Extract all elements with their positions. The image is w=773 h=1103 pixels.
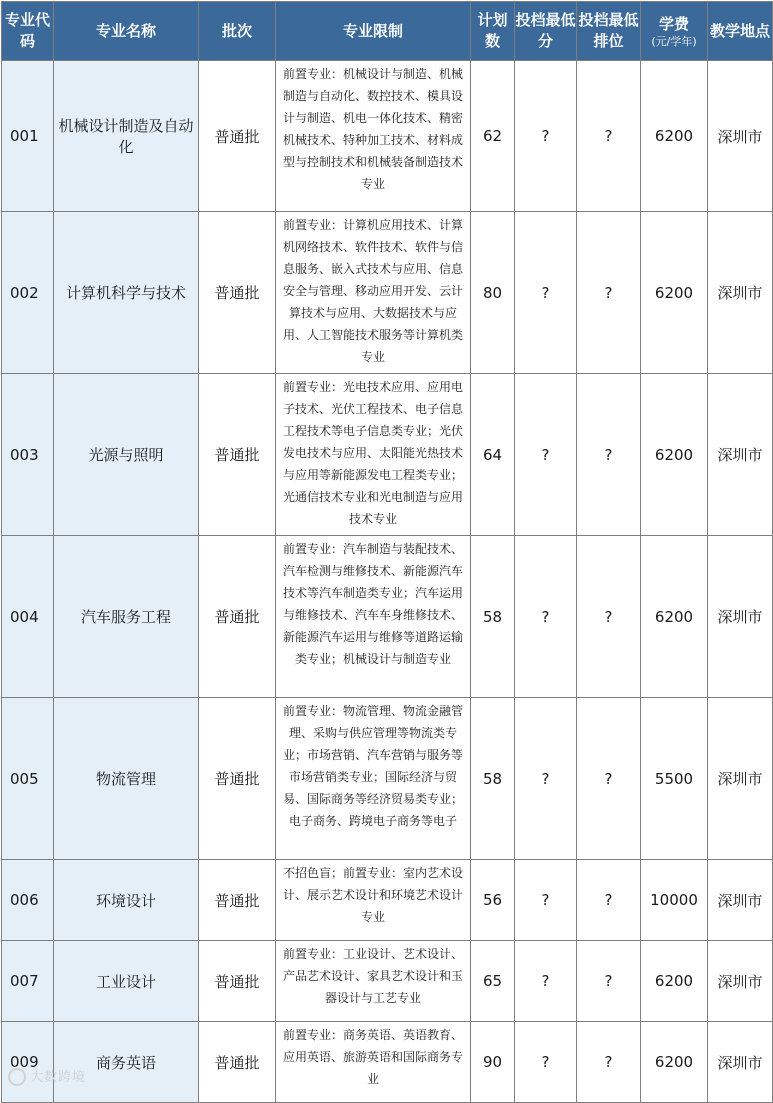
major-code: 009 [2, 1022, 54, 1103]
min-rank-cell: ? [577, 1022, 641, 1103]
major-name: 商务英语 [54, 1022, 199, 1103]
location-cell: 深圳市 [708, 536, 773, 698]
table-row [2, 61, 773, 212]
major-code: 007 [2, 941, 54, 1022]
batch-cell: 普通批 [199, 212, 276, 374]
header-limit: 专业限制 [276, 2, 471, 61]
major-code: 003 [2, 374, 54, 536]
min-score-cell: ? [515, 860, 577, 941]
header-plan: 计划数 [471, 2, 515, 61]
fee-cell: 6200 [641, 536, 708, 698]
min-score-cell: ? [515, 536, 577, 698]
major-code: 002 [2, 212, 54, 374]
location-cell: 深圳市 [708, 212, 773, 374]
header-name: 专业名称 [54, 2, 199, 61]
min-score-cell: ? [515, 61, 577, 212]
batch-cell: 普通批 [199, 61, 276, 212]
major-code: 005 [2, 698, 54, 860]
major-name: 环境设计 [54, 860, 199, 941]
table-row [2, 374, 773, 536]
plan-cell: 56 [471, 860, 515, 941]
major-name: 物流管理 [54, 698, 199, 860]
min-score-cell: ? [515, 698, 577, 860]
admission-table [1, 1, 773, 1103]
min-rank-cell: ? [577, 860, 641, 941]
batch-cell: 普通批 [199, 698, 276, 860]
min-score-cell: ? [515, 941, 577, 1022]
limit-text: 前置专业：汽车制造与装配技术、汽车检测与维修技术、新能源汽车技术等汽车制造类专业；汽车运用与维修技术、汽车车身维修技术、新能源汽车运用与维修等道路运输类专业；机械设计与制造专业 [282, 542, 463, 666]
major-code: 001 [2, 61, 54, 212]
major-name: 计算机科学与技术 [54, 212, 199, 374]
limit-cell [276, 941, 471, 1022]
limit-cell [276, 860, 471, 941]
major-code: 004 [2, 536, 54, 698]
header-code: 专业代码 [2, 2, 54, 61]
limit-text: 前置专业：光电技术应用、应用电子技术、光伏工程技术、电子信息工程技术等电子信息类专业；光伏发电技术与应用、太阳能光热技术与应用等新能源发电工程类专业；光通信技术专业和光电制造与应用技术专业 [282, 380, 463, 526]
plan-cell: 62 [471, 61, 515, 212]
limit-cell [276, 698, 471, 860]
header-location: 教学地点 [708, 2, 773, 61]
major-name: 工业设计 [54, 941, 199, 1022]
limit-cell [276, 536, 471, 698]
table-row [2, 941, 773, 1022]
limit-text: 前置专业：计算机应用技术、计算机网络技术、软件技术、软件与信息服务、嵌入式技术与应用、信息安全与管理、移动应用开发、云计算技术与应用、大数据技术与应用、人工智能技术服务等计算机类专业 [282, 218, 463, 364]
min-rank-cell: ? [577, 374, 641, 536]
min-score-cell: ? [515, 212, 577, 374]
plan-cell: 58 [471, 698, 515, 860]
header-fee-label: 学费 [658, 14, 689, 33]
header-fee [641, 2, 708, 61]
location-cell: 深圳市 [708, 1022, 773, 1103]
table-row [2, 536, 773, 698]
min-rank-cell: ? [577, 212, 641, 374]
location-cell: 深圳市 [708, 698, 773, 860]
min-score-cell: ? [515, 1022, 577, 1103]
limit-text: 前置专业：商务英语、英语教育、应用英语、旅游英语和国际商务专业 [282, 1028, 463, 1086]
min-score-cell: ? [515, 374, 577, 536]
watermark [8, 1066, 86, 1087]
location-cell: 深圳市 [708, 374, 773, 536]
major-name: 光源与照明 [54, 374, 199, 536]
location-cell: 深圳市 [708, 941, 773, 1022]
header-row [2, 2, 773, 61]
major-name: 机械设计制造及自动化 [54, 61, 199, 212]
min-rank-cell: ? [577, 536, 641, 698]
plan-cell: 64 [471, 374, 515, 536]
watermark-logo-icon [8, 1068, 26, 1086]
header-min-score: 投档最低分 [515, 2, 577, 61]
limit-text: 前置专业：工业设计、艺术设计、产品艺术设计、家具艺术设计和玉器设计与工艺专业 [282, 947, 463, 1005]
batch-cell: 普通批 [199, 536, 276, 698]
limit-cell [276, 1022, 471, 1103]
plan-cell: 80 [471, 212, 515, 374]
min-rank-cell: ? [577, 698, 641, 860]
plan-cell: 58 [471, 536, 515, 698]
batch-cell: 普通批 [199, 941, 276, 1022]
batch-cell: 普通批 [199, 860, 276, 941]
major-code: 006 [2, 860, 54, 941]
table-row [2, 1022, 773, 1103]
fee-cell: 6200 [641, 212, 708, 374]
limit-text: 前置专业：机械设计与制造、机械制造与自动化、数控技术、模具设计与制造、机电一体化技术、精密机械技术、特种加工技术、材料成型与控制技术和机械装备制造技术专业 [282, 67, 463, 191]
fee-cell: 6200 [641, 374, 708, 536]
fee-cell: 6200 [641, 61, 708, 212]
min-rank-cell: ? [577, 61, 641, 212]
limit-cell [276, 61, 471, 212]
fee-cell: 6200 [641, 941, 708, 1022]
limit-cell [276, 212, 471, 374]
plan-cell: 90 [471, 1022, 515, 1103]
location-cell: 深圳市 [708, 61, 773, 212]
batch-cell: 普通批 [199, 374, 276, 536]
plan-cell: 65 [471, 941, 515, 1022]
table-row [2, 860, 773, 941]
major-name: 汽车服务工程 [54, 536, 199, 698]
table-row [2, 212, 773, 374]
batch-cell: 普通批 [199, 1022, 276, 1103]
limit-text: 不招色盲；前置专业：室内艺术设计、展示艺术设计和环境艺术设计专业 [282, 866, 463, 924]
fee-cell: 10000 [641, 860, 708, 941]
watermark-text: 大数跨境 [30, 1069, 87, 1085]
header-batch: 批次 [199, 2, 276, 61]
header-min-rank: 投档最低排位 [577, 2, 641, 61]
table-row [2, 698, 773, 860]
limit-text: 前置专业：物流管理、物流金融管理、采购与供应管理等物流类专业；市场营销、汽车营销与服务等市场营销类专业；国际经济与贸易、国际商务等经济贸易类专业；电子商务、跨境电子商务等电子 [282, 704, 463, 828]
fee-cell: 5500 [641, 698, 708, 860]
fee-cell: 6200 [641, 1022, 708, 1103]
limit-cell [276, 374, 471, 536]
min-rank-cell: ? [577, 941, 641, 1022]
location-cell: 深圳市 [708, 860, 773, 941]
header-fee-unit: (元/学年) [651, 34, 697, 48]
